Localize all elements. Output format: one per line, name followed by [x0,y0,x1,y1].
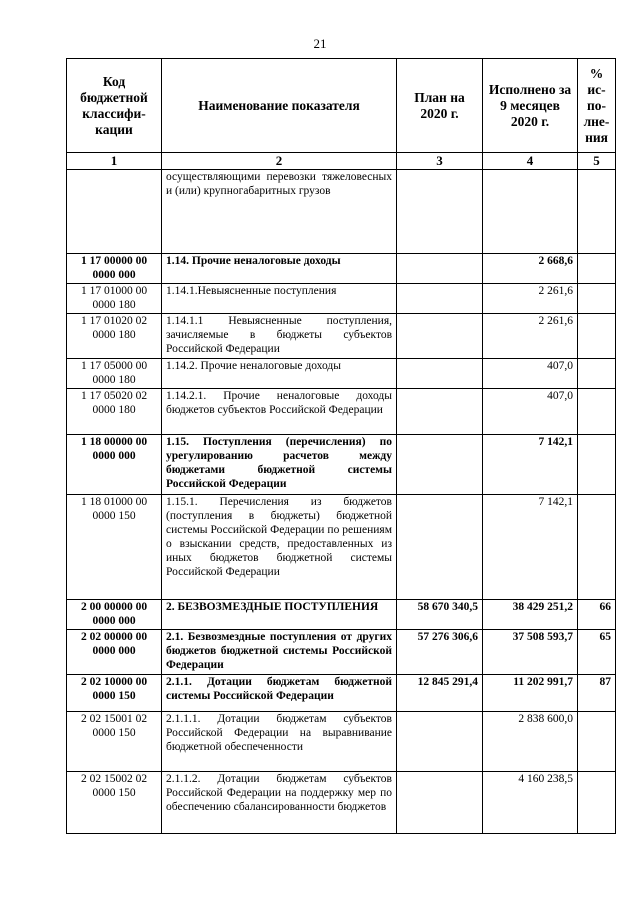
row-code: 2 02 15002 02 0000 150 [67,772,162,834]
table-row [67,435,616,495]
row-percent [578,254,616,284]
row-plan [397,284,483,314]
row-executed [483,170,578,254]
table-row [67,630,616,675]
row-code: 1 17 01020 02 0000 180 [67,314,162,359]
row-executed: 38 429 251,2 [483,600,578,630]
row-percent [578,772,616,834]
row-plan [397,772,483,834]
column-number: 5 [578,153,616,170]
table-row [67,772,616,834]
row-code: 2 02 15001 02 0000 150 [67,712,162,772]
row-percent [578,359,616,389]
row-executed: 2 261,6 [483,314,578,359]
row-name: 1.14.2. Прочие неналоговые доходы [162,359,397,389]
row-percent [578,389,616,435]
table-row [67,389,616,435]
table-row [67,170,616,254]
row-percent: 87 [578,675,616,712]
row-executed: 407,0 [483,389,578,435]
row-percent: 65 [578,630,616,675]
row-executed: 407,0 [483,359,578,389]
row-plan [397,389,483,435]
column-number: 2 [162,153,397,170]
row-percent [578,435,616,495]
row-plan: 12 845 291,4 [397,675,483,712]
page-number: 21 [313,36,327,51]
table-row [67,495,616,600]
row-executed: 2 838 600,0 [483,712,578,772]
row-plan [397,359,483,389]
row-name: 2.1.1. Дотации бюджетам бюджетной системы Российской Федерации [162,675,397,712]
budget-table [66,58,616,834]
row-percent [578,495,616,600]
row-executed: 2 261,6 [483,284,578,314]
row-executed: 37 508 593,7 [483,630,578,675]
table-header-row [67,59,616,153]
column-numbers-row [67,153,616,170]
row-name: 1.15. Поступления (перечисления) по урегулированию расчетов между бюджетами бюджетной системы Российской Федерации [162,435,397,495]
row-code: 2 02 10000 00 0000 150 [67,675,162,712]
column-number: 3 [397,153,483,170]
table-row [67,600,616,630]
row-executed: 11 202 991,7 [483,675,578,712]
table-row [67,314,616,359]
row-executed: 7 142,1 [483,435,578,495]
header-percent: % ис-по-лне-ния [578,59,616,153]
row-executed: 7 142,1 [483,495,578,600]
row-name: 2.1. Безвозмездные поступления от других бюджетов бюджетной системы Российской Федерации [162,630,397,675]
table-row [67,254,616,284]
row-code: 1 18 00000 00 0000 000 [67,435,162,495]
row-name: 2.1.1.2. Дотации бюджетам субъектов Российской Федерации на поддержку мер по обеспечению сбалансированности бюджетов [162,772,397,834]
row-percent [578,712,616,772]
row-plan: 57 276 306,6 [397,630,483,675]
row-name: 1.14. Прочие неналоговые доходы [162,254,397,284]
row-executed: 2 668,6 [483,254,578,284]
row-executed: 4 160 238,5 [483,772,578,834]
row-plan [397,170,483,254]
column-number: 1 [67,153,162,170]
column-number: 4 [483,153,578,170]
row-name: 2. БЕЗВОЗМЕЗДНЫЕ ПОСТУПЛЕНИЯ [162,600,397,630]
row-plan [397,495,483,600]
row-plan [397,435,483,495]
row-name: осуществляющими перевозки тяжеловесных и (или) крупногабаритных грузов [162,170,397,254]
header-plan: План на 2020 г. [397,59,483,153]
row-plan: 58 670 340,5 [397,600,483,630]
header-name: Наименование показателя [162,59,397,153]
row-plan [397,254,483,284]
table-row [67,675,616,712]
header-executed: Исполнено за 9 месяцев 2020 г. [483,59,578,153]
row-plan [397,712,483,772]
row-name: 1.14.1.Невыясненные поступления [162,284,397,314]
row-name: 1.14.1.1 Невыясненные поступления, зачисляемые в бюджеты субъектов Российской Федерации [162,314,397,359]
row-percent: 66 [578,600,616,630]
row-code: 1 17 05000 00 0000 180 [67,359,162,389]
row-code: 1 17 05020 02 0000 180 [67,389,162,435]
table-row [67,712,616,772]
row-code: 1 17 00000 00 0000 000 [67,254,162,284]
row-code: 1 17 01000 00 0000 180 [67,284,162,314]
row-percent [578,170,616,254]
row-code: 2 00 00000 00 0000 000 [67,600,162,630]
row-code: 1 18 01000 00 0000 150 [67,495,162,600]
row-name: 2.1.1.1. Дотации бюджетам субъектов Российской Федерации на выравнивание бюджетной обеспеченности [162,712,397,772]
row-code [67,170,162,254]
row-name: 1.15.1. Перечисления из бюджетов (поступления в бюджеты) бюджетной системы Российской Федерации по решениям о взыскании средств, предоставленных из иных бюджетов бюджетной системы Российской Федерации [162,495,397,600]
table-row [67,284,616,314]
row-percent [578,284,616,314]
row-percent [578,314,616,359]
row-code: 2 02 00000 00 0000 000 [67,630,162,675]
row-name: 1.14.2.1. Прочие неналоговые доходы бюджетов субъектов Российской Федерации [162,389,397,435]
header-code: Код бюджетной классифи-кации [67,59,162,153]
row-plan [397,314,483,359]
table-row [67,359,616,389]
